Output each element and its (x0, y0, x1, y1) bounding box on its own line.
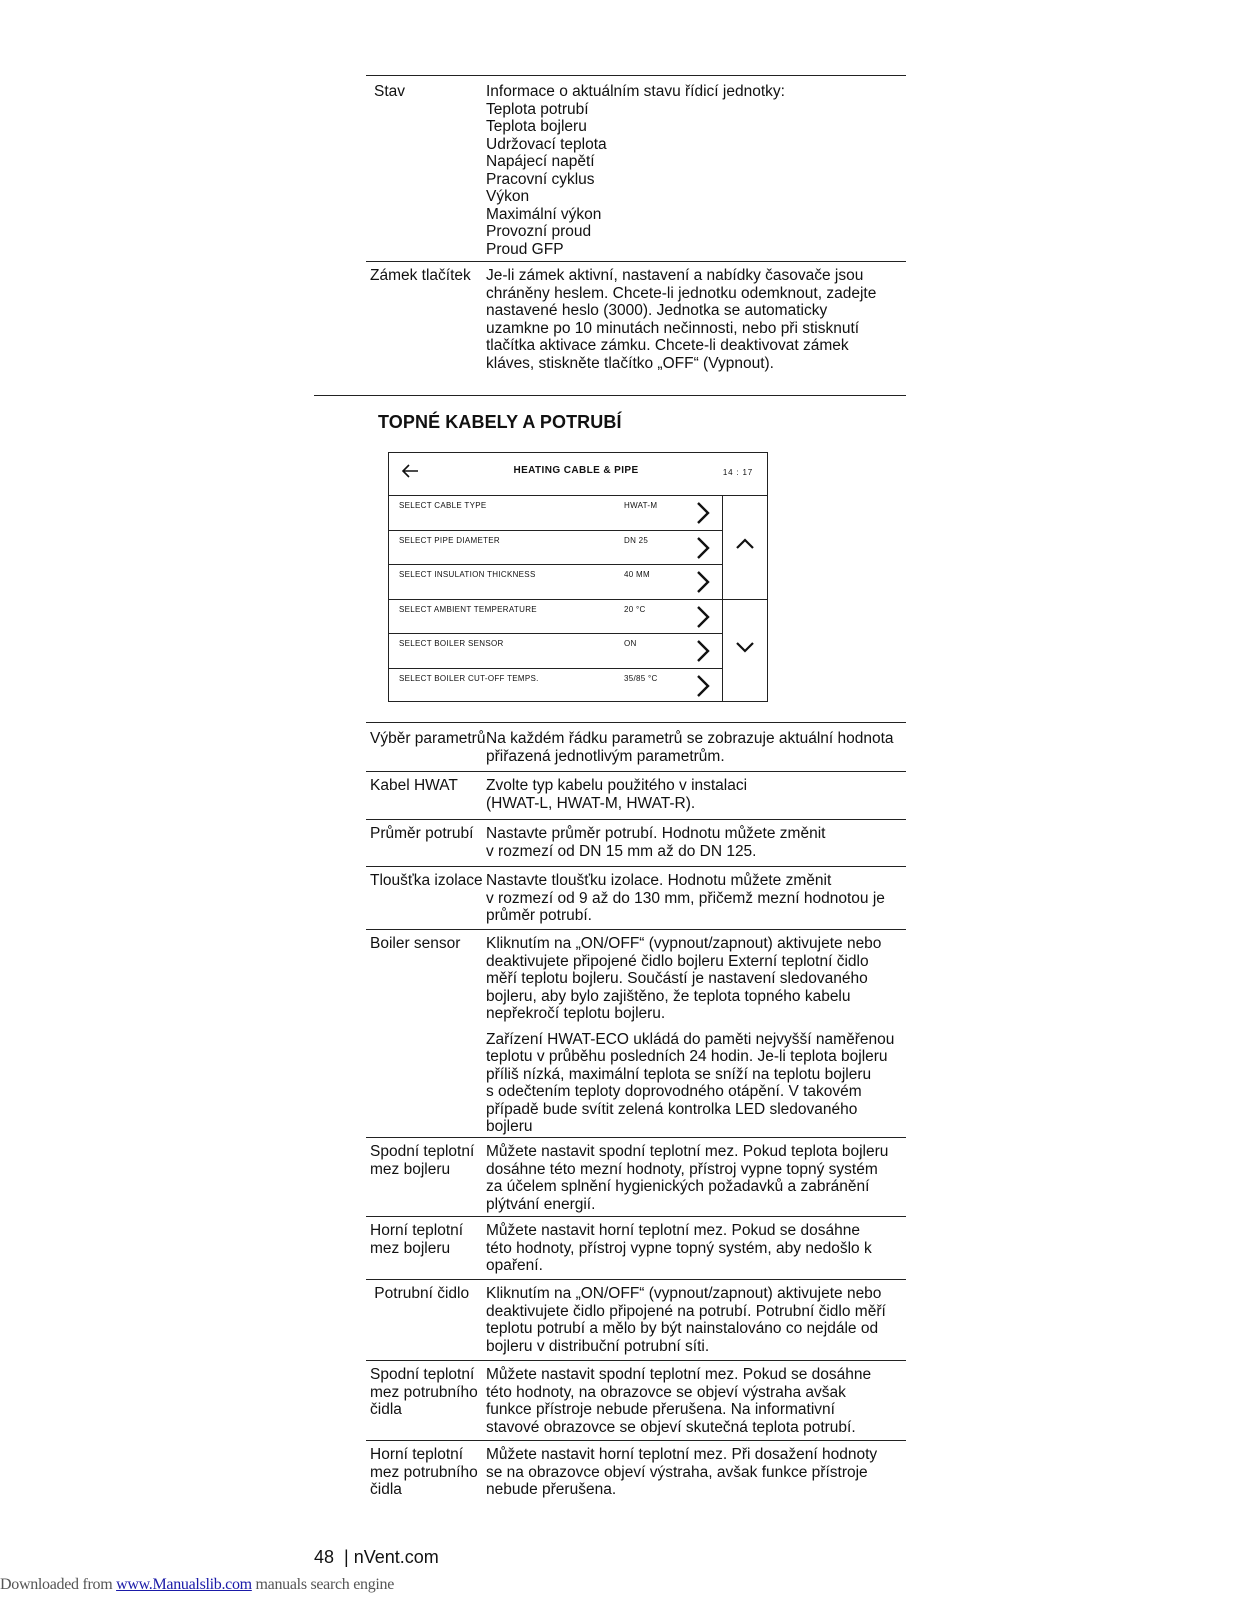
screen-clock: 14 : 17 (722, 468, 753, 477)
desc-line: Na každém řádku parametrů se zobrazuje aktuální hodnota (486, 730, 894, 747)
table-row (366, 1138, 906, 1217)
desc-line: kláves, stiskněte tlačítko „OFF“ (Vypnout). (486, 354, 774, 372)
chevron-right-icon[interactable] (691, 570, 715, 594)
table-row (366, 1217, 906, 1280)
term-description (486, 83, 906, 261)
parameter-table (366, 730, 906, 1505)
menu-row-value: HWAT-M (624, 501, 658, 510)
table-row (366, 83, 906, 262)
term-description (486, 1222, 906, 1279)
desc-line: se na obrazovce objeví výstraha, avšak funkce přístroje (486, 1463, 868, 1481)
desc-line: Nastavte tloušťku izolace. Hodnotu můžete změnit (486, 872, 832, 889)
table-row (366, 930, 906, 1138)
desc-line: v rozmezí od DN 15 mm až do DN 125. (486, 842, 757, 860)
desc-line: Teplota bojleru (486, 118, 587, 135)
desc-line: Je-li zámek aktivní, nastavení a nabídky časovače jsou (486, 267, 864, 284)
desc-line: Výkon (486, 188, 530, 205)
menu-row-label: SELECT INSULATION THICKNESS (399, 570, 536, 580)
term-description (486, 730, 906, 771)
screen-title: HEATING CABLE & PIPE (513, 465, 639, 476)
table-row (366, 867, 906, 930)
desc-line: uzamkne po 10 minutách nečinnosti, nebo při stisknutí (486, 319, 860, 337)
term-label: Kabel HWAT (370, 777, 458, 794)
status-table (366, 83, 906, 385)
term-description (486, 872, 906, 929)
table-row (366, 1441, 906, 1505)
desc-line: stavové obrazovce se objeví skutečná teplota potrubí. (486, 1418, 856, 1436)
desc-line: dosáhne této mezní hodnoty, přístroj vypne topný systém (486, 1160, 878, 1178)
term-description (486, 1285, 906, 1360)
menu-row-value: DN 25 (624, 535, 649, 545)
screen-header (389, 453, 767, 495)
section-title: TOPNÉ KABELY A POTRUBÍ (378, 412, 622, 432)
desc-line: Udržovací teplota (486, 135, 607, 153)
menu-row-label: SELECT AMBIENT TEMPERATURE (399, 604, 537, 614)
term-description (486, 1143, 906, 1216)
chevron-right-icon[interactable] (691, 501, 715, 525)
chevron-right-icon[interactable] (691, 536, 715, 560)
desc-line: Zvolte typ kabelu použitého v instalaci (486, 777, 748, 794)
term-label: Potrubní čidlo (370, 1285, 470, 1302)
term-label: Horní teplotní mez potrubního čidla (370, 1446, 478, 1498)
table-top-rule (366, 722, 906, 723)
desc-line: deaktivujete čidlo připojené na potrubí. Potrubní čidlo měří (486, 1302, 886, 1320)
desc-line: Maximální výkon (486, 205, 602, 223)
term-label: Stav (374, 83, 406, 100)
chevron-right-icon[interactable] (691, 639, 715, 663)
desc-line: této hodnoty, přístroj vypne topný systém, aby nedošlo k (486, 1239, 872, 1257)
menu-row-ambient-temp[interactable] (389, 599, 722, 634)
menu-row-value: 35/85 °C (624, 673, 658, 683)
chevron-down-icon (735, 640, 755, 654)
term-label: Tloušťka izolace (370, 872, 483, 889)
desc-line: bojleru (486, 1118, 533, 1135)
menu-row-label: SELECT PIPE DIAMETER (399, 535, 500, 545)
table-row (366, 1280, 906, 1361)
desc-line: teplotu potrubí a mělo by být nainstalováno co nejdále od (486, 1320, 879, 1337)
desc-line: Kliknutím na „ON/OFF“ (vypnout/zapnout) aktivujete nebo (486, 935, 882, 952)
desc-line: přiřazená jednotlivým parametrům. (486, 747, 725, 765)
menu-row-value: ON (624, 639, 637, 649)
download-credit (0, 1576, 394, 1594)
desc-line: Teplota potrubí (486, 100, 589, 118)
desc-line: chráněny heslem. Chcete-li jednotku odemknout, zadejte (486, 284, 877, 302)
scroll-panel (722, 495, 767, 701)
chevron-right-icon[interactable] (691, 674, 715, 698)
menu-row-boiler-sensor[interactable] (389, 633, 722, 668)
term-description (486, 935, 906, 1137)
desc-line: Informace o aktuálním stavu řídicí jednotky: (486, 83, 785, 100)
scroll-up-button[interactable] (723, 496, 767, 599)
desc-line: Napájecí napětí (486, 153, 595, 170)
desc-line: nebude přerušena. (486, 1481, 617, 1498)
menu-row-cable-type[interactable] (389, 495, 722, 530)
desc-line: s odečtením teploty doprovodného otápění. V takovém (486, 1083, 862, 1100)
desc-line: měří teplotu bojleru. Součástí je nastavení sledovaného (486, 970, 868, 987)
download-suffix: manuals search engine (251, 1576, 395, 1593)
desc-line: Proud GFP (486, 240, 564, 258)
manualslib-link[interactable]: www.Manualslib.com (116, 1576, 252, 1593)
desc-line: Nastavte průměr potrubí. Hodnotu můžete změnit (486, 825, 826, 842)
chevron-right-icon[interactable] (691, 605, 715, 629)
desc-line: Můžete nastavit horní teplotní mez. Při dosažení hodnoty (486, 1446, 878, 1463)
table-row (366, 1361, 906, 1441)
desc-line: funkce přístroje nebude přerušena. Na informativní (486, 1401, 835, 1418)
desc-line: Můžete nastavit horní teplotní mez. Pokud se dosáhne (486, 1222, 860, 1239)
desc-line: deaktivujete připojené čidlo bojleru Externí teplotní čidlo (486, 952, 869, 970)
desc-line: Můžete nastavit spodní teplotní mez. Pokud teplota bojleru (486, 1143, 889, 1160)
desc-line: Provozní proud (486, 223, 592, 240)
desc-line: bojleru, aby bylo zajištěno, že teplota topného kabelu (486, 987, 851, 1005)
section-divider (314, 395, 906, 396)
term-description (486, 267, 906, 385)
desc-line: průměr potrubí. (486, 907, 592, 924)
top-rule (366, 75, 906, 76)
term-label: Průměr potrubí (370, 825, 474, 842)
term-description (486, 1446, 906, 1505)
menu-row-value: 20 °C (624, 604, 646, 614)
table-row (366, 772, 906, 820)
term-label: Horní teplotní mez bojleru (370, 1222, 464, 1257)
menu-row-label: SELECT BOILER CUT-OFF TEMPS. (399, 673, 539, 683)
desc-line: opaření. (486, 1257, 543, 1274)
menu-row-insulation[interactable] (389, 564, 722, 599)
menu-row-pipe-diameter[interactable] (389, 530, 722, 565)
desc-line: bojleru v distribuční potrubní síti. (486, 1337, 710, 1355)
term-description (486, 777, 906, 819)
term-label: Spodní teplotní mez bojleru (370, 1143, 475, 1178)
menu-row-boiler-cutoff[interactable] (389, 668, 722, 703)
desc-line: Kliknutím na „ON/OFF“ (vypnout/zapnout) aktivujete nebo (486, 1285, 882, 1302)
term-label: Výběr parametrů (370, 730, 486, 747)
term-label: Spodní teplotní mez potrubního čidla (370, 1366, 478, 1418)
chevron-up-icon (735, 536, 755, 550)
desc-line: nastavené heslo (3000). Jednotka se automaticky (486, 302, 828, 319)
menu-row-value: 40 MM (624, 570, 650, 580)
desc-line: (HWAT-L, HWAT-M, HWAT-R). (486, 794, 696, 812)
device-screen (388, 452, 768, 702)
term-label: Boiler sensor (370, 935, 461, 952)
table-row (366, 262, 906, 385)
desc-line: za účelem splnění hygienických požadavků a zabránění (486, 1178, 870, 1195)
desc-line: případě bude svítit zelená kontrolka LED sledovaného (486, 1100, 858, 1118)
desc-line: nepřekročí teplotu bojleru. (486, 1005, 666, 1022)
desc-line: tlačítka aktivace zámku. Chcete-li deaktivovat zámek (486, 337, 849, 354)
scroll-down-button[interactable] (723, 599, 767, 702)
desc-line: příliš nízká, maximální teplota se sníží na teplotu bojleru (486, 1065, 872, 1083)
menu-row-label: SELECT BOILER SENSOR (399, 639, 504, 649)
desc-line: Zařízení HWAT-ECO ukládá do paměti nejvyšší naměřenou (486, 1030, 895, 1048)
desc-line: v rozmezí od 9 až do 130 mm, přičemž mezní hodnotou je (486, 889, 885, 907)
desc-line: této hodnoty, na obrazovce se objeví výstraha avšak (486, 1383, 846, 1401)
download-prefix: Downloaded from (0, 1576, 117, 1593)
desc-line: Pracovní cyklus (486, 170, 595, 188)
desc-line: teplotu v průběhu posledních 24 hodin. Je-li teplota bojleru (486, 1048, 888, 1065)
term-description (486, 825, 906, 866)
menu-row-label: SELECT CABLE TYPE (399, 501, 487, 510)
term-label: Zámek tlačítek (370, 267, 471, 284)
screen-menu (389, 495, 722, 703)
page-number: 48 | nVent.com (314, 1547, 439, 1567)
table-row (366, 730, 906, 772)
desc-line: Můžete nastavit spodní teplotní mez. Pokud se dosáhne (486, 1366, 872, 1383)
desc-line: plýtvání energií. (486, 1195, 596, 1213)
term-description (486, 1366, 906, 1440)
table-row (366, 820, 906, 867)
